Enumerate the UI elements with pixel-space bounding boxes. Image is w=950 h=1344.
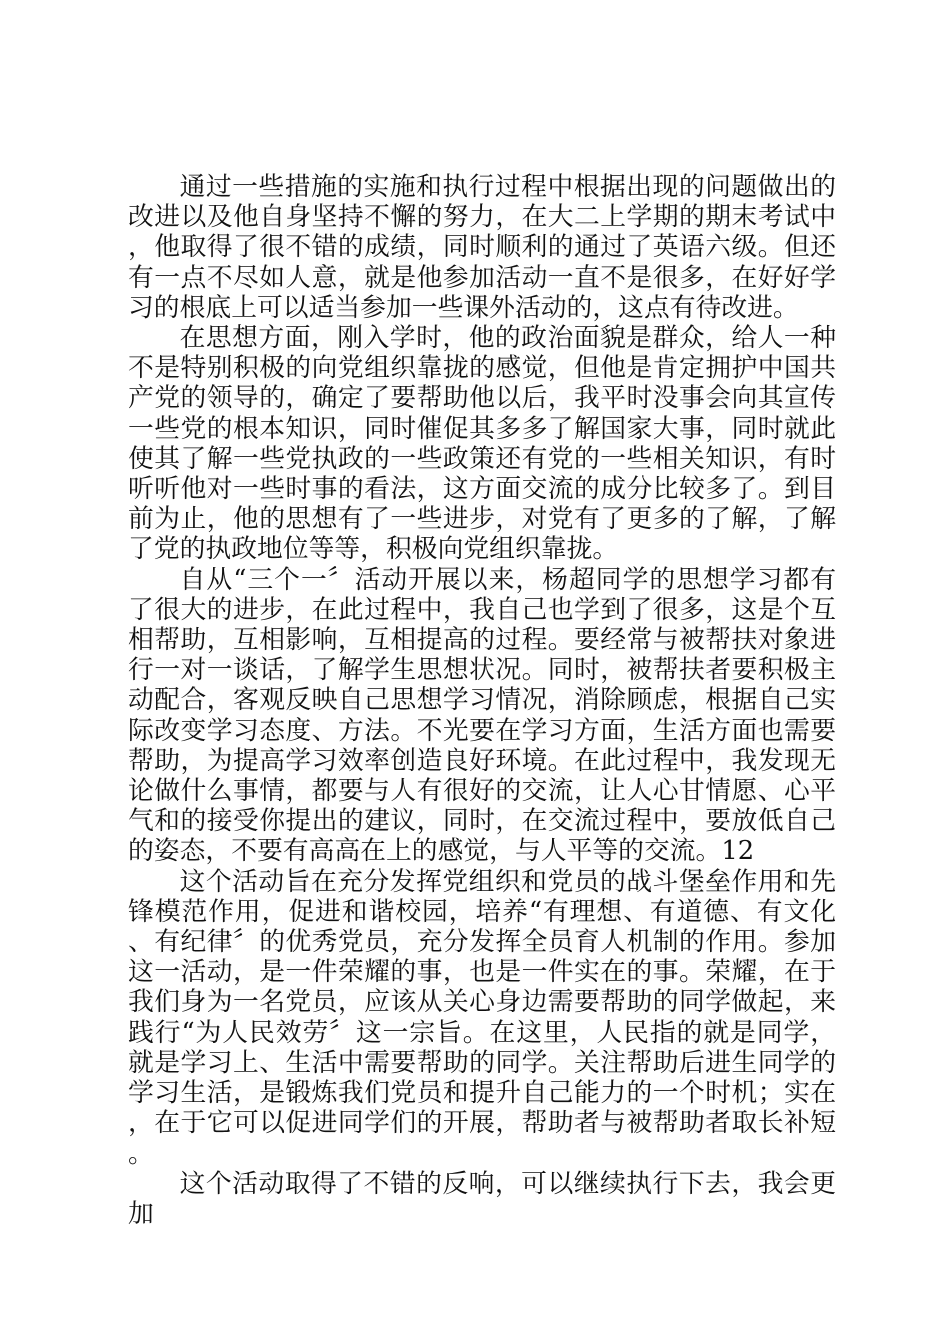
paragraph-conclusion: 这个活动取得了不错的反响，可以继续执行下去，我会更加 — [128, 1168, 836, 1229]
paragraph-progress: 通过一些措施的实施和执行过程中根据出现的问题做出的改进以及他自身坚持不懈的努力，在大二上学期的期末考试中，他取得了很不错的成绩，同时顺利的通过了英语六级。但还有一点不尽如人意，就是他参加活动一直不是很多，在好好学习的根底上可以适当参加一些课外活动的，这点有待改进。 — [128, 172, 836, 323]
document-body — [128, 172, 836, 1229]
paragraph-activity-purpose: 这个活动旨在充分发挥党组织和党员的战斗堡垒作用和先锋模范作用，促进和谐校园，培养“有理想、有道德、有文化、有纪律〞的优秀党员，充分发挥全员育人机制的作用。参加这一活动，是一件荣耀的事，也是一件实在的事。荣耀，在于我们身为一名党员，应该从关心身边需要帮助的同学做起，来践行“为人民效劳〞这一宗旨。在这里，人民指的就是同学，就是学习上、生活中需要帮助的同学。关注帮助后进生同学的学习生活，是锻炼我们党员和提升自己能力的一个时机；实在，在于它可以促进同学们的开展，帮助者与被帮助者取长补短。 — [128, 866, 836, 1169]
paragraph-activity-progress: 自从“三个一〞活动开展以来，杨超同学的思想学习都有了很大的进步，在此过程中，我自己也学到了很多，这是个互相帮助，互相影响，互相提高的过程。要经常与被帮扶对象进行一对一谈话，了解学生思想状况。同时，被帮扶者要积极主动配合，客观反映自己思想学习情况，消除顾虑，根据自己实际改变学习态度、方法。不光要在学习方面，生活方面也需要帮助，为提高学习效率创造良好环境。在此过程中，我发现无论做什么事情，都要与人有很好的交流，让人心甘情愿、心平气和的接受你提出的建议，同时，在交流过程中，要放低自己的姿态，不要有高高在上的感觉，与人平等的交流。12 — [128, 564, 836, 867]
paragraph-ideology: 在思想方面，刚入学时，他的政治面貌是群众，给人一种不是特别积极的向党组织靠拢的感觉，但他是肯定拥护中国共产党的领导的，确定了要帮助他以后，我平时没事会向其宣传一些党的根本知识，同时催促其多多了解国家大事，同时就此使其了解一些党执政的一些政策还有党的一些相关知识，有时听听他对一些时事的看法，这方面交流的成分比较多了。到目前为止，他的思想有了一些进步，对党有了更多的了解，了解了党的执政地位等等，积极向党组织靠拢。 — [128, 323, 836, 565]
